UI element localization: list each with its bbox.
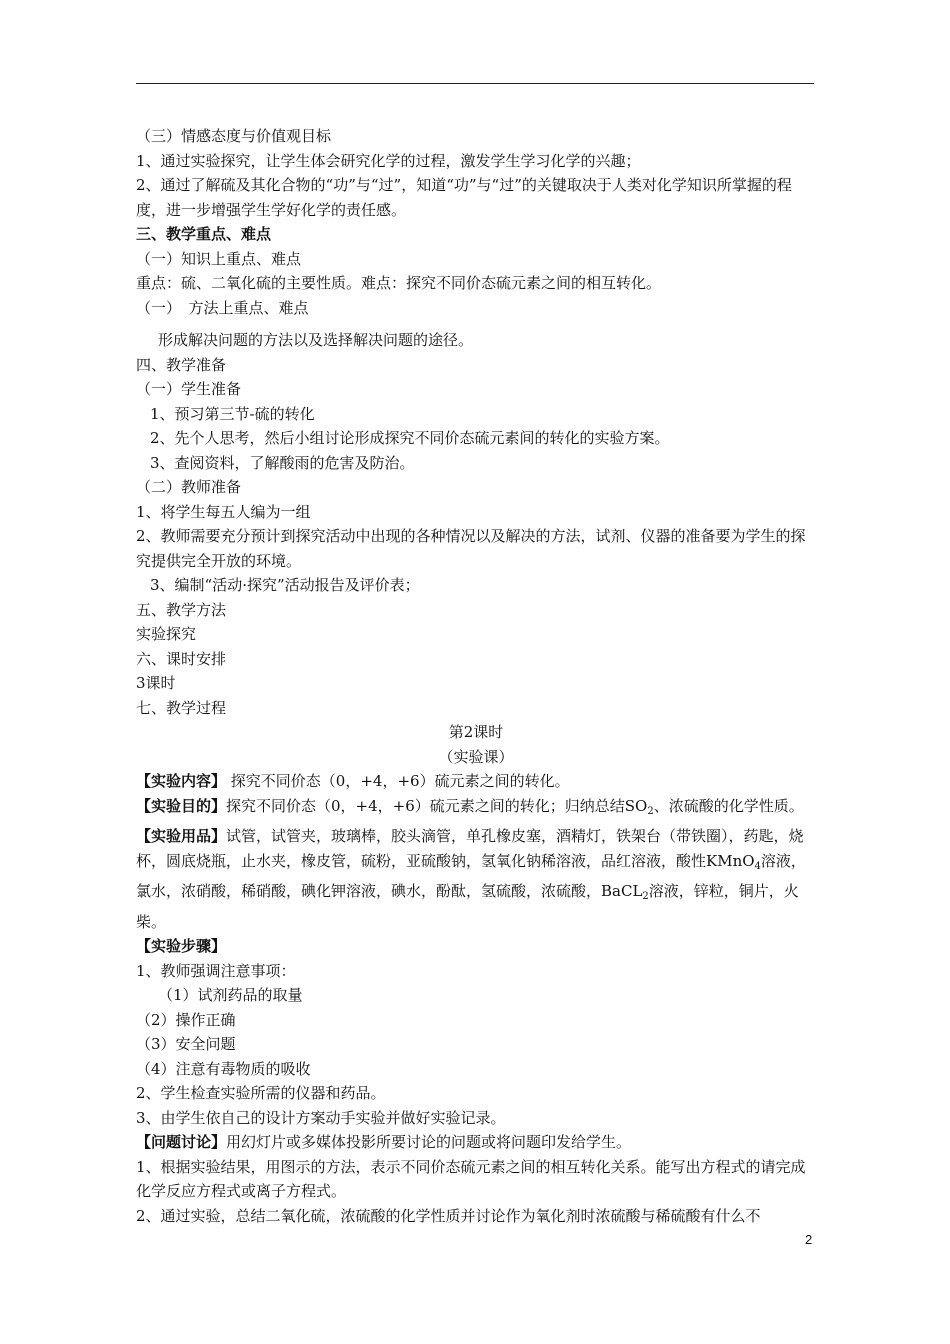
experiment-content-text: 探究不同价态（0，+4，+6）硫元素之间的转化。 [230,772,570,790]
list-item: （3）安全问题 [136,1035,236,1053]
discussion-text: 用幻灯片或多媒体投影所要讨论的问题或将问题印发给学生。 [226,1133,632,1151]
lesson-title: 第2课时 [448,723,504,741]
page-number: 2 [805,1232,813,1247]
subsection-heading: （一）知识上重点、难点 [136,249,302,268]
discussion [136,1130,816,1155]
list-item: 3、查阅资料，了解酸雨的危害及防治。 [150,453,415,472]
lesson-subtitle: （实验课） [438,747,514,766]
materials-text: 溶液，氯水，浓硝酸，稀硝酸，碘化钾溶液，碘水，酚酞，氢硫酸，浓硫酸，BaCL [136,851,806,900]
experiment-goal-label: 【实验目的】 [136,796,227,815]
paragraph: 1、通过实验探究，让学生体会研究化学的过程，激发学生学习化学的兴趣； [136,151,641,170]
document-body [136,124,816,1228]
list-item: （4）注意有毒物质的吸收 [136,1059,311,1078]
list-item: 1、根据实验结果，用图示的方法，表示不同价态硫元素之间的相互转化关系。能写出方程式的请完成化学反应方程式或离子方程式。 [136,1157,806,1200]
subscript: 2 [647,805,654,817]
header-rule [136,83,814,84]
list-item: 1、将学生每五人编为一组 [136,502,311,521]
list-item: 3、编制“活动·探究”活动报告及评价表； [150,576,420,594]
steps-heading: 【实验步骤】 [136,937,227,955]
experiment-goal [136,794,816,825]
paragraph: 3课时 [136,674,176,692]
section-heading: 四、教学准备 [136,355,227,374]
section-heading: 七、教学过程 [136,698,227,717]
experiment-materials [136,824,816,934]
discussion-label: 【问题讨论】 [136,1133,227,1151]
paragraph: 形成解决问题的方法以及选择解决问题的途径。 [158,331,474,349]
materials-text: 溶液，锌粒，铜片，火柴。 [136,882,799,931]
section-heading: 六、课时安排 [136,649,227,668]
paragraph: 重点：硫、二氧化硫的主要性质。难点：探究不同价态硫元素之间的相互转化。 [136,274,662,292]
paragraph: 实验探究 [136,625,197,643]
section-heading: 三、教学重点、难点 [136,225,272,243]
materials-label: 【实验用品】 [136,827,227,845]
list-item: （2）操作正确 [136,1010,236,1029]
list-item: 2、先个人思考，然后小组讨论形成探究不同价态硫元素间的转化的实验方案。 [150,429,670,447]
experiment-content-label: 【实验内容】 [136,772,227,790]
experiment-goal-text: 、浓硫酸的化学性质。 [653,796,804,815]
subsection-heading: （二）教师准备 [136,478,242,496]
subscript: 4 [754,860,761,872]
section-heading: 五、教学方法 [136,600,227,619]
experiment-goal-text: 探究不同价态（0，+4，+6）硫元素之间的转化；归纳总结SO [226,796,648,815]
subsection-heading: （一） 方法上重点、难点 [136,298,309,317]
experiment-content [136,769,816,794]
list-item: 2、学生检查实验所需的仪器和药品。 [136,1084,386,1102]
list-item: 2、通过实验，总结二氧化硫，浓硫酸的化学性质并讨论作为氧化剂时浓硫酸与稀硫酸有什么不 [136,1206,761,1225]
subscript: 2 [642,891,649,902]
list-item: 1、预习第三节-硫的转化 [150,404,315,423]
paragraph: 2、通过了解硫及其化合物的“功”与“过”，知道“功”与“过”的关键取决于人类对化学知识所掌握的程度，进一步增强学生学好化学的责任感。 [136,176,792,219]
list-item: （1）试剂药品的取量 [158,986,303,1004]
list-item: 3、由学生依自己的设计方案动手实验并做好实验记录。 [136,1108,506,1127]
list-item: 1、教师强调注意事项： [136,961,296,980]
section-heading: （三）情感态度与价值观目标 [136,127,332,145]
list-item: 2、教师需要充分预计到探究活动中出现的各种情况以及解决的方法，试剂、仪器的准备要为学生的探究提供完全开放的环境。 [136,527,806,570]
subsection-heading: （一）学生准备 [136,380,242,398]
materials-text: 试管，试管夹，玻璃棒，胶头滴管，单孔橡皮塞，酒精灯，铁架台（带铁圈），药匙，烧杯，圆底烧瓶，止水夹，橡皮管，硫粉，亚硫酸钠，氢氧化钠稀溶液，品红溶液，酸性KMnO [136,827,804,870]
